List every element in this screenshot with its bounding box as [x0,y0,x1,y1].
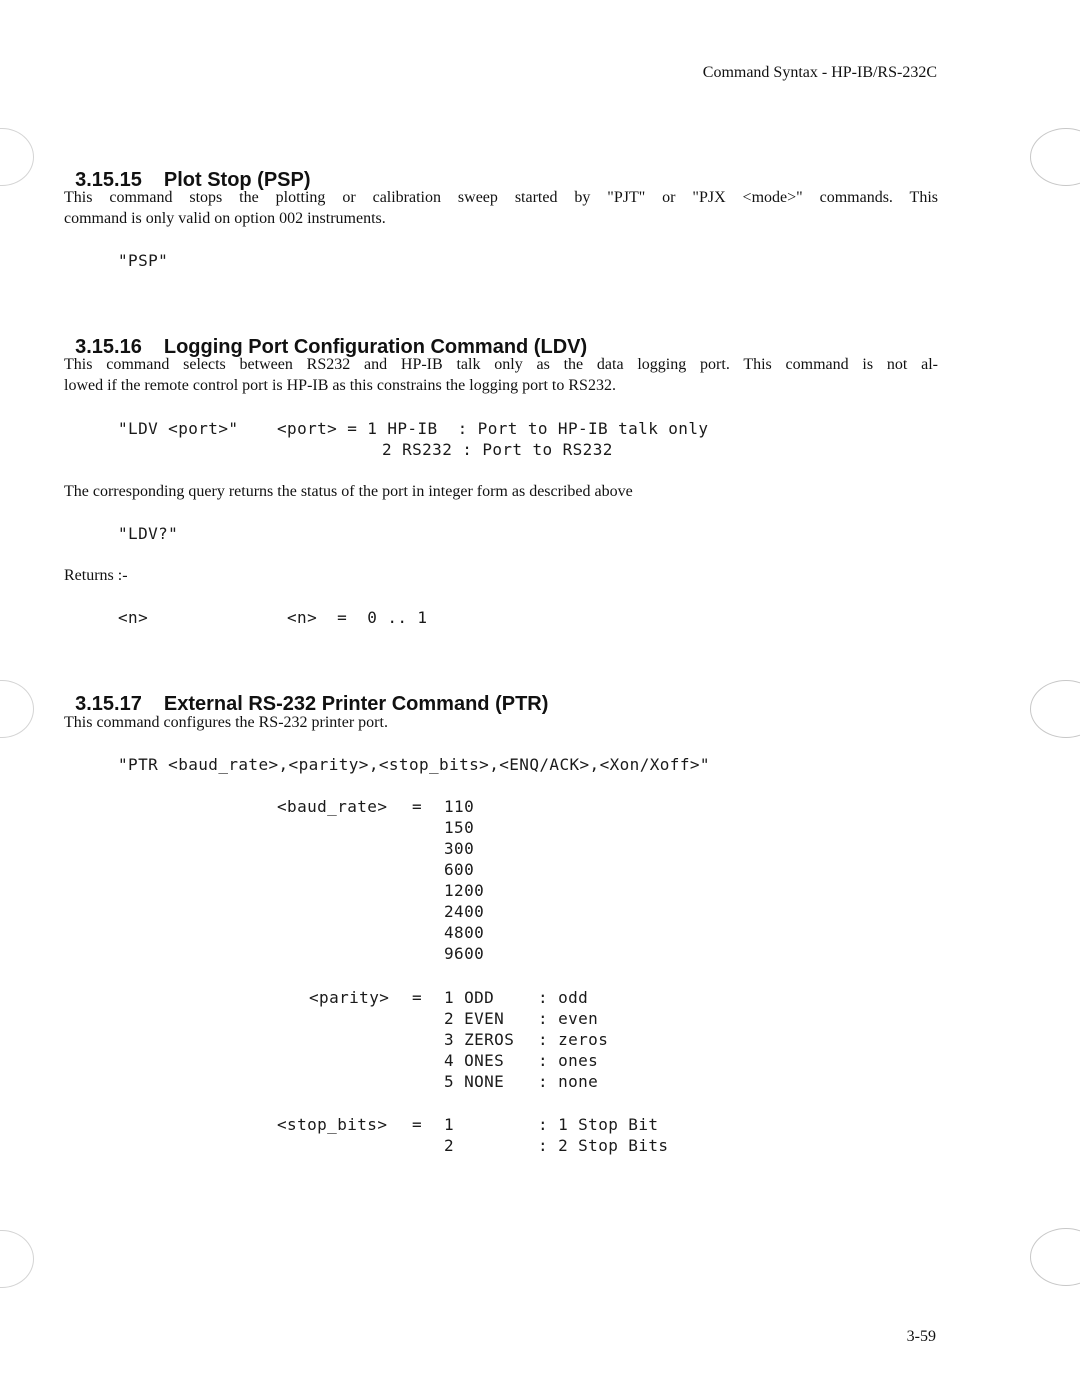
scan-edge-mark [1030,1228,1080,1286]
scan-edge-mark [1030,680,1080,738]
parity-option-code: 2 EVEN [444,1009,505,1028]
parity-option-code: 4 ONES [444,1051,505,1070]
section-number: 3.15.15 [75,169,142,191]
returns-range: <n> = 0 .. 1 [287,608,428,627]
section-heading-psp [64,144,311,192]
section-heading-ptr [64,668,548,716]
equals-sign: = [412,1115,423,1134]
baud-rate-value: 110 [444,797,475,816]
equals-sign: = [412,988,423,1007]
baud-rate-value: 4800 [444,923,485,942]
equals-sign: = [412,797,423,816]
parity-option-desc: : ones [538,1051,599,1070]
section-title: Logging Port Configuration Command (LDV) [163,336,588,358]
parity-option-desc: : none [538,1072,599,1091]
scan-edge-mark [0,1230,34,1288]
returns-parameter: <n> [118,608,149,627]
parity-option-code: 5 NONE [444,1072,505,1091]
scan-edge-mark [0,128,34,186]
ldv-syntax: "LDV <port>" [118,419,239,438]
page-number: 3-59 [906,1328,936,1345]
baud-rate-label: <baud_rate> [277,797,388,816]
stop-bits-option-code: 1 [444,1115,455,1134]
running-header: Command Syntax - HP-IB/RS-232C [702,64,937,81]
baud-rate-value: 600 [444,860,475,879]
scan-edge-mark [0,680,34,738]
baud-rate-value: 2400 [444,902,485,921]
ptr-description: This command configures the RS-232 printer port. [64,714,388,731]
ldv-query-description: The corresponding query returns the status of the port in integer form as described above [64,483,633,500]
parity-option-desc: : even [538,1009,599,1028]
parity-option-desc: : zeros [538,1030,609,1049]
section-title: External RS-232 Printer Command (PTR) [163,693,549,715]
ldv-query-syntax: "LDV?" [118,524,179,543]
psp-description-line: This command stops the plotting or calibration sweep started by "PJT" or "PJX <mode>" commands. This [64,189,938,206]
section-title: Plot Stop (PSP) [163,169,311,191]
returns-label: Returns :- [64,567,128,584]
parity-option-code: 3 ZEROS [444,1030,515,1049]
section-heading-ldv [64,311,587,359]
stop-bits-option-code: 2 [444,1136,455,1155]
parity-label: <parity> [309,988,390,1007]
ldv-port-option: <port> = 1 HP-IB : Port to HP-IB talk only [277,419,709,438]
ptr-syntax: "PTR <baud_rate>,<parity>,<stop_bits>,<ENQ/ACK>,<Xon/Xoff>" [118,755,710,774]
psp-syntax: "PSP" [118,251,169,270]
baud-rate-value: 300 [444,839,475,858]
baud-rate-value: 150 [444,818,475,837]
stop-bits-option-desc: : 2 Stop Bits [538,1136,669,1155]
stop-bits-option-desc: : 1 Stop Bit [538,1115,659,1134]
parity-option-desc: : odd [538,988,589,1007]
stop-bits-label: <stop_bits> [277,1115,388,1134]
ldv-port-option: 2 RS232 : Port to RS232 [382,440,613,459]
psp-description-line: command is only valid on option 002 instruments. [64,210,386,227]
section-number: 3.15.17 [75,693,142,715]
baud-rate-value: 9600 [444,944,485,963]
baud-rate-value: 1200 [444,881,485,900]
parity-option-code: 1 ODD [444,988,495,1007]
ldv-description-line: lowed if the remote control port is HP-IB as this constrains the logging port to RS232. [64,377,616,394]
section-number: 3.15.16 [75,336,142,358]
scan-edge-mark [1030,128,1080,186]
ldv-description-line: This command selects between RS232 and HP-IB talk only as the data logging port. This command is not al- [64,356,938,373]
